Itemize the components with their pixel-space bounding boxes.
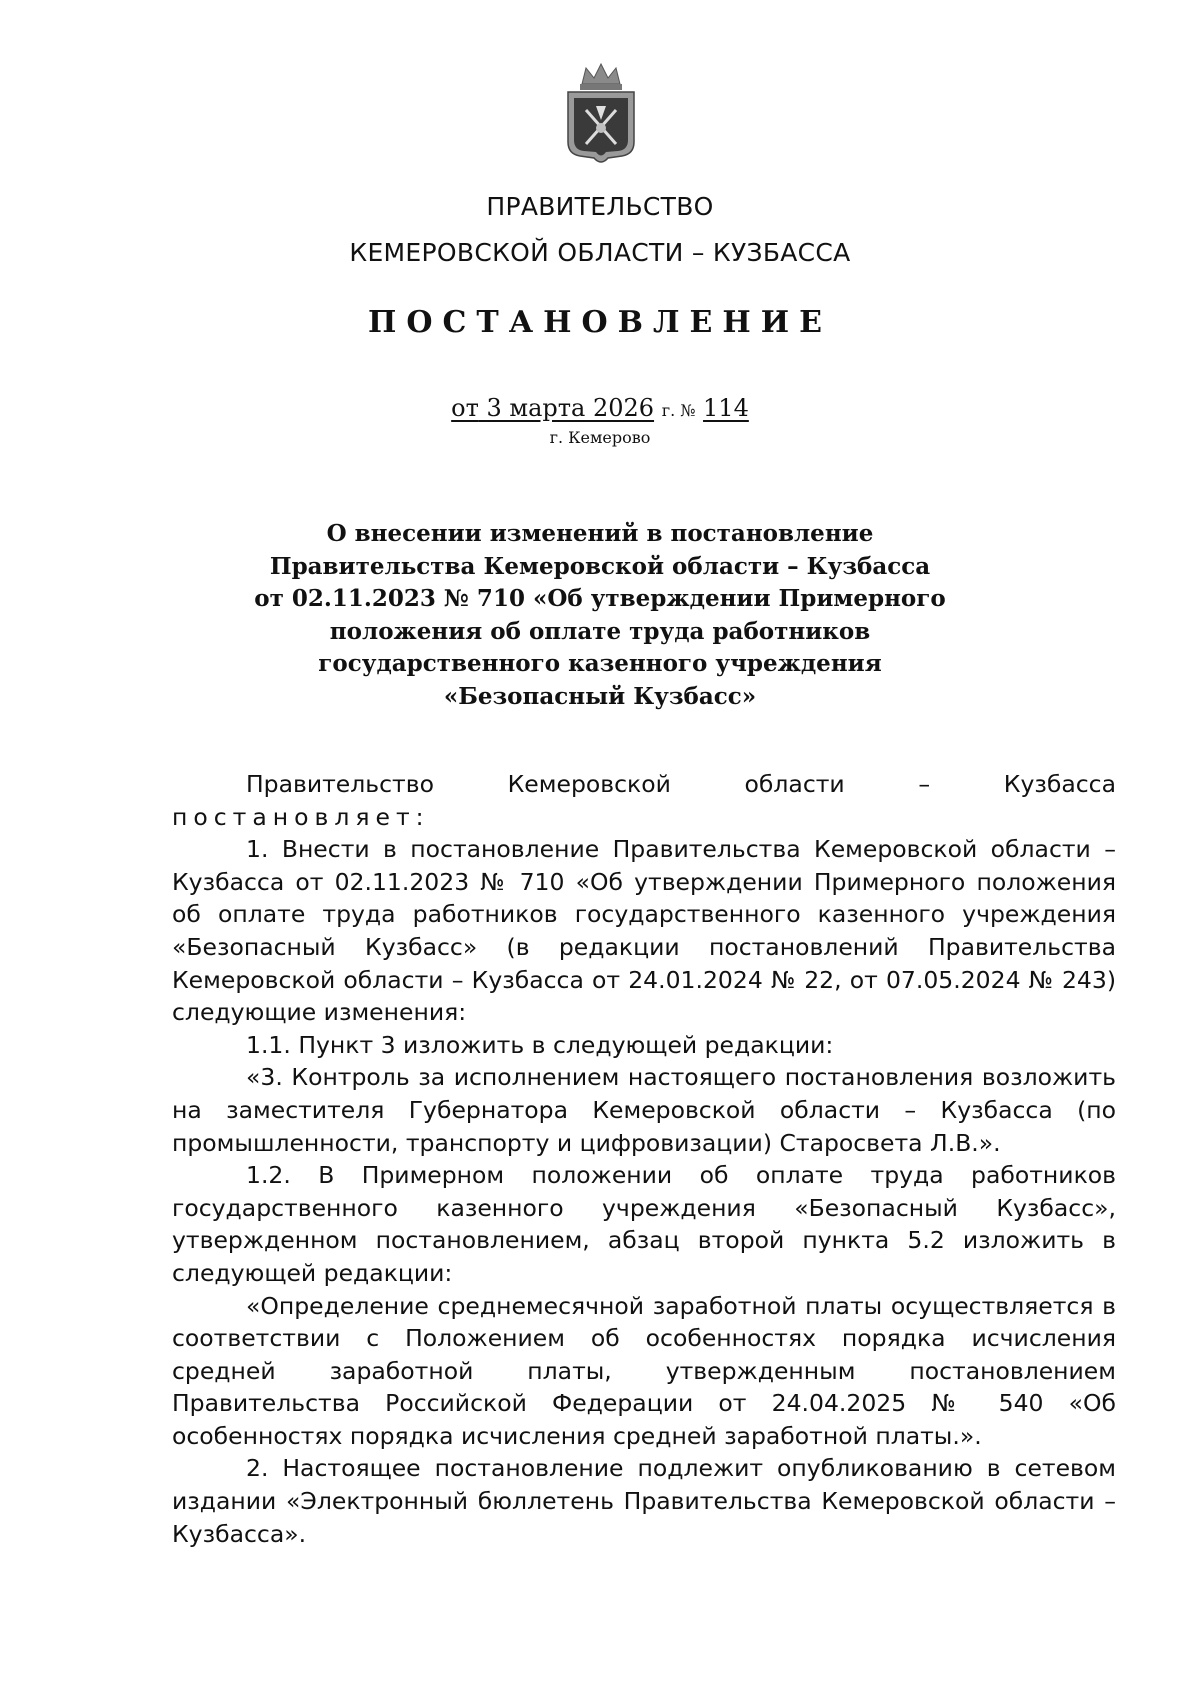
document-number: 114 (703, 394, 749, 422)
document-date: 3 марта 2026 (486, 394, 655, 422)
paragraph-2: 2. Настоящее постановление подлежит опубликованию в сетевом издании «Электронный бюллетень Правительства Кемеровской области – Кузбасса». (172, 1454, 1116, 1548)
paragraph-1: 1. Внести в постановление Правительства Кемеровской области – Кузбасса от 02.11.2023 № 710 «Об утверждении Примерного положения об оплате труда работников государственного казенного учреждения «Безопасный Кузбасс» (в редакции постановлений Правительства Кемеровской области – Кузбасса от 24.01.2024 № 22, от 07.05.2024 № 243) следующие изменения: (172, 835, 1116, 1027)
intro-text: Правительство Кемеровской области – Кузбасса (246, 770, 1116, 798)
date-field (451, 394, 654, 422)
title-line: «Безопасный Кузбасс» (443, 682, 757, 710)
title-line: от 02.11.2023 № 710 «Об утверждении Примерного (254, 585, 946, 612)
paragraph-1-2-quote: «Определение среднемесячной заработной платы осуществляется в соответствии с Положением об особенностях порядка исчисления средней заработной платы, утвержденным постановлением Правительства Российской Федерации от 24.04.2025 № 540 «Об особенностях порядка исчисления средней заработной платы.». (172, 1291, 1116, 1450)
org-name-line2: КЕМЕРОВСКОЙ ОБЛАСТИ – КУЗБАССА (349, 238, 851, 267)
paragraph-1-2: 1.2. В Примерном положении об оплате труда работников государственного казенного учреждения «Безопасный Кузбасс», утвержденном постановлением, абзац второй пункта 5.2 изложить в следующей редакции: (172, 1161, 1116, 1287)
document-type: ПОСТАНОВЛЕНИЕ (368, 305, 832, 340)
intro-verb: постановляет: (172, 802, 430, 831)
title-line: Правительства Кемеровской области – Кузбасса (269, 552, 931, 580)
date-prefix: от (451, 394, 479, 422)
document-body (172, 768, 1116, 1550)
year-number-label: г. № (661, 401, 696, 420)
paragraph-1-1: 1.1. Пункт 3 изложить в следующей редакции: (246, 1030, 834, 1059)
title-line: О внесении изменений в постановление (326, 520, 874, 547)
date-number-line (0, 394, 1200, 422)
title-line: государственного казенного учреждения (318, 650, 882, 677)
coat-of-arms-icon (560, 62, 642, 170)
title-line: положения об оплате труда работников (329, 617, 871, 645)
org-name-line1: ПРАВИТЕЛЬСТВО (486, 192, 714, 221)
paragraph-1-1-quote: «3. Контроль за исполнением настоящего постановления возложить на заместителя Губернатора Кемеровской области – Кузбасса (по промышленности, транспорту и цифровизации) Старосвета Л.В.». (172, 1063, 1116, 1157)
document-title (250, 518, 950, 713)
city: г. Кемерово (549, 428, 651, 447)
intro-paragraph (172, 768, 1116, 833)
